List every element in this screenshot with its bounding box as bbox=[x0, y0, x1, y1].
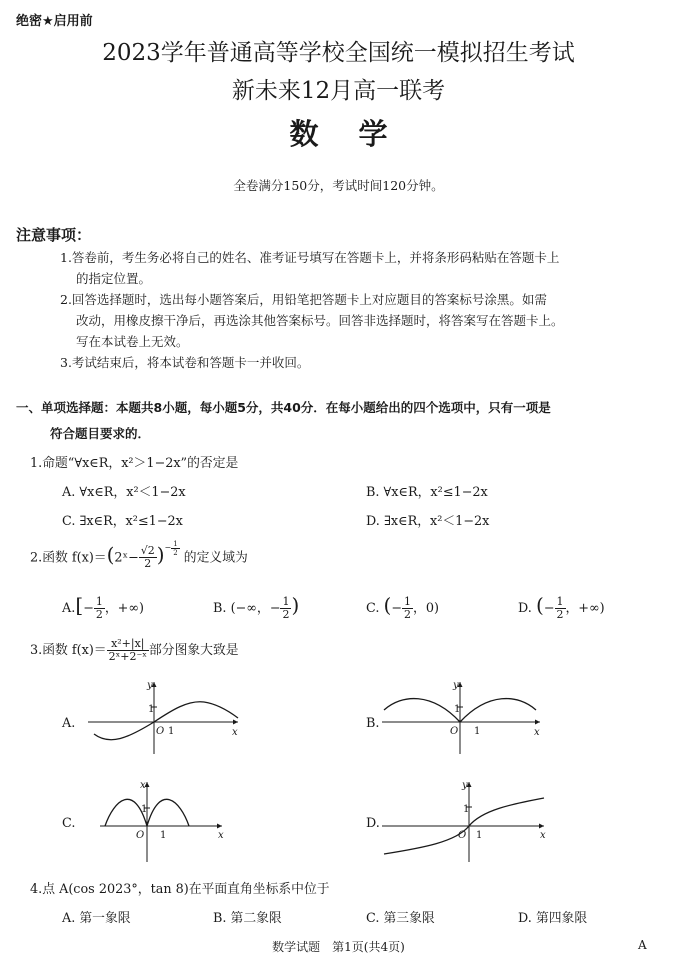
section-heading-cont: 符合题目要求的． bbox=[50, 426, 151, 441]
exam-title: 2023学年普通高等学校全国统一模拟招生考试 bbox=[102, 40, 575, 66]
svg-text:x: x bbox=[534, 727, 540, 738]
notice-line: 2.回答选择题时，选出每小题答案后，用铅笔把答题卡上对应题目的答案标号涂黑。如需 bbox=[60, 292, 547, 307]
svg-text:x: x bbox=[140, 780, 146, 791]
q3-graph-d bbox=[382, 776, 548, 862]
subject-title: 数学 bbox=[289, 117, 428, 151]
q2-option-a: A.[− $\frac{1}{2}$ ，+∞) bbox=[62, 593, 145, 621]
svg-text:y: y bbox=[147, 680, 153, 691]
svg-text:1: 1 bbox=[148, 704, 155, 715]
q2-option-d: D. (− $\frac{1}{2}$ ，+∞) bbox=[518, 593, 605, 621]
q2-base: 2ˣ− bbox=[114, 550, 139, 566]
q3-option-c-label: C. bbox=[62, 816, 76, 831]
q4-option-a: A. 第一象限 bbox=[62, 911, 131, 926]
q2-exponent: $\frac{1}{2}$ bbox=[173, 539, 178, 557]
svg-text:O: O bbox=[458, 830, 467, 841]
q3-option-b-label: B. bbox=[366, 716, 380, 731]
svg-text:1: 1 bbox=[454, 704, 461, 715]
notice-heading: 注意事项： bbox=[16, 226, 92, 244]
svg-text:1: 1 bbox=[476, 830, 483, 841]
question-4-stem: 4.点 A(cos 2023°，tan 8)在平面直角坐标系中位于 bbox=[30, 882, 330, 897]
svg-text:1: 1 bbox=[141, 804, 148, 815]
svg-text:1: 1 bbox=[463, 804, 470, 815]
q3-option-d-label: D. bbox=[366, 816, 380, 831]
svg-text:x: x bbox=[218, 830, 224, 841]
q4-option-d: D. 第四象限 bbox=[518, 911, 588, 926]
q3-graph-c bbox=[100, 776, 230, 862]
notice-line: 的指定位置。 bbox=[76, 271, 152, 286]
q3-graph-b bbox=[382, 676, 542, 754]
question-1-stem: 1.命题“∀x∈R，x²＞1−2x”的否定是 bbox=[30, 456, 239, 471]
notice-line: 改动，用橡皮擦干净后，再选涂其他答案标号。回答非选择题时，将答案写在答题卡上。 bbox=[76, 313, 564, 328]
confidential-mark: 绝密★启用前 bbox=[16, 14, 93, 29]
notice-line: 1.答卷前，考生务必将自己的姓名、准考证号填写在答题卡上，并将条形码粘贴在答题卡上 bbox=[60, 250, 560, 265]
q1-option-c: C. ∃x∈R，x²≤1−2x bbox=[62, 514, 183, 529]
svg-text:y: y bbox=[453, 680, 459, 691]
q4-option-c: C. 第三象限 bbox=[366, 911, 435, 926]
q1-option-d: D. ∃x∈R，x²＜1−2x bbox=[366, 514, 490, 529]
notice-line: 3.考试结束后，将本试卷和答题卡一并收回。 bbox=[60, 355, 310, 370]
q2-sqrt-fraction: $\frac{√2}{2}$ bbox=[140, 544, 155, 571]
q4-option-b: B. 第二象限 bbox=[213, 911, 282, 926]
q3-graph-a bbox=[88, 676, 248, 754]
svg-text:x: x bbox=[232, 727, 238, 738]
svg-text:1: 1 bbox=[474, 726, 481, 737]
q1-option-a: A. ∀x∈R，x²＜1−2x bbox=[62, 485, 186, 500]
svg-text:O: O bbox=[156, 726, 165, 737]
question-3-stem: 3.函数 f(x)＝ $\frac{\text{x²+|x|}}{\text{2ˣ+2⁻ˣ}}$ 部分图象大致是 bbox=[30, 637, 239, 663]
q3-option-a-label: A. bbox=[62, 716, 76, 731]
score-time-info: 全卷满分150分，考试时间120分钟。 bbox=[233, 178, 444, 193]
svg-text:O: O bbox=[136, 830, 145, 841]
svg-text:1: 1 bbox=[160, 830, 167, 841]
q2-prefix: 2.函数 f(x)＝ bbox=[30, 550, 107, 566]
q2-option-b: B. (−∞，− $\frac{1}{2}$ ) bbox=[213, 593, 300, 621]
question-2-stem: 2.函数 f(x)＝(2ˣ− $\frac{√2}{2}$ )$^{- \frac{1}{2}}$ 的定义域为 bbox=[30, 539, 248, 571]
section-heading: 一、单项选择题：本题共8小题，每小题5分，共40分．在每小题给出的四个选项中，只有一项是 bbox=[16, 400, 551, 415]
q2-suffix: 的定义域为 bbox=[183, 550, 248, 566]
q3-fraction: $\frac{\text{x²+|x|}}{\text{2ˣ+2⁻ˣ}}$ bbox=[108, 637, 147, 663]
notice-line: 写在本试卷上无效。 bbox=[76, 334, 189, 349]
paper-version: A bbox=[638, 938, 647, 952]
svg-text:O: O bbox=[450, 726, 459, 737]
page-footer: 数学试题 第1页(共4页) bbox=[272, 940, 405, 954]
svg-text:1: 1 bbox=[168, 726, 175, 737]
svg-text:y: y bbox=[462, 780, 468, 791]
svg-text:x: x bbox=[540, 830, 546, 841]
q1-option-b: B. ∀x∈R，x²≤1−2x bbox=[366, 485, 488, 500]
exam-subtitle: 新未来12月高一联考 bbox=[231, 78, 446, 104]
q2-option-c: C. (− $\frac{1}{2}$ ，0) bbox=[366, 593, 439, 621]
